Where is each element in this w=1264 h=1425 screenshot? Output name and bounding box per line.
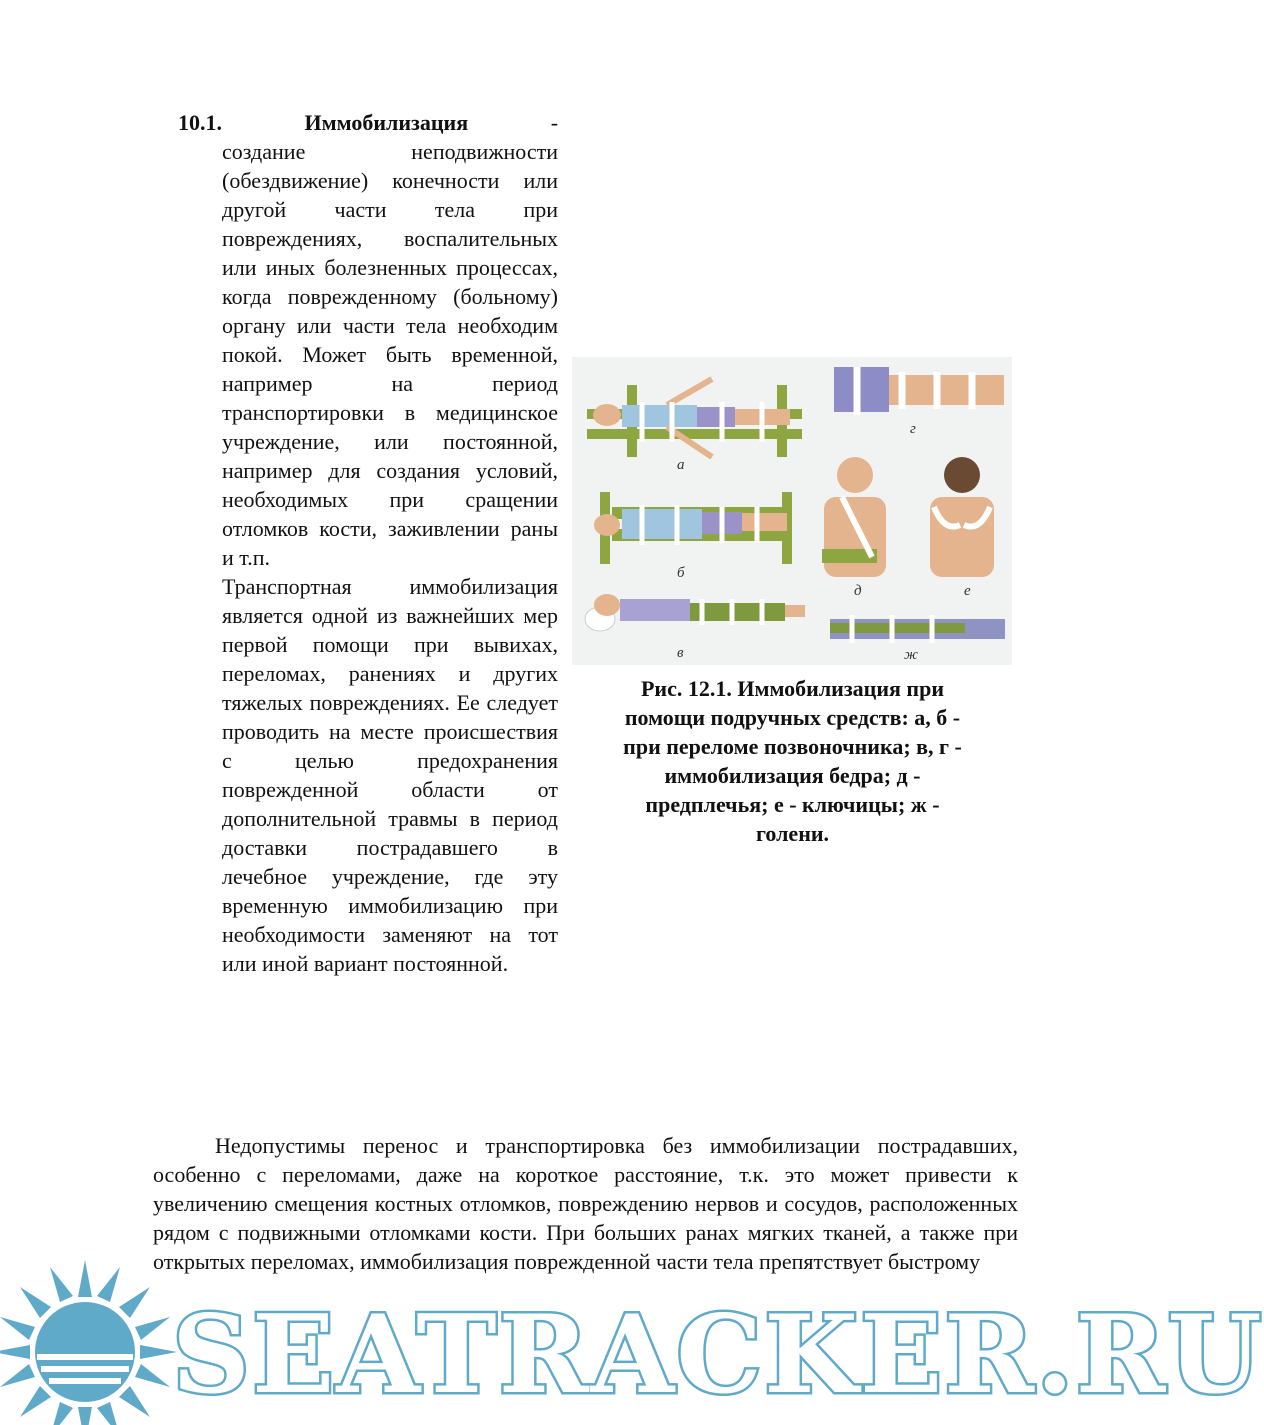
section-term: Иммобилизация [304, 110, 469, 135]
panel-label-zh: ж [904, 647, 918, 663]
section-body [222, 137, 558, 978]
panel-label-d: д [854, 583, 862, 599]
definition-paragraph: создание неподвижности (обездвижение) конечности или другой части тела при повреждениях, воспалительных или иных болезненных процессах, когда поврежденному (больному) органу или части тела необходим покой. Может быть временной, например на период транспортировки в медицинское учреждение, или постоянной, например для создания условий, необходимых при сращении отломков кости, заживлении раны и т.п. [222, 139, 558, 570]
figure-illustration [572, 357, 1012, 665]
figure-caption: Рис. 12.1. Иммобилизация при помощи подручных средств: а, б - при переломе позвоночника; в, г - иммобилизация бедра; д - предплечья; е - ключицы; ж - голени. [623, 676, 962, 846]
panel-label-a: а [677, 457, 685, 473]
bottom-paragraph: Недопустимы перенос и транспортировка без иммобилизации пострадавших, особенно с переломами, даже на короткое расстояние, т.к. это может привести к увеличению смещения костных отломков, повреждению нервов и сосудов, расположенных рядом с подвижными отломками кости. При больших ранах мягких тканей, а также при открытых переломах, иммобилизация поврежденной части тела препятствует быстрому [153, 1133, 1018, 1274]
panel-label-g: г [910, 421, 916, 437]
section-heading-line [178, 108, 558, 137]
section-text [178, 108, 558, 978]
panel-zh-figure [830, 615, 1005, 643]
section-dash: - [550, 110, 559, 135]
watermark-text: SEATRACKER.RU [172, 1292, 1264, 1418]
transport-paragraph: Транспортная иммобилизация является одной из важнейших мер первой помощи при вывихах, переломах, ранениях и других тяжелых повреждениях. Ее следует проводить на месте происшествия с целью предохранения поврежденной области от дополнительной травмы в период доставки пострадавшего в лечебное учреждение, где эту временную иммобилизацию при необходимости заменяют на тот или иной вариант постоянной. [222, 574, 558, 976]
panel-label-b: б [677, 565, 685, 581]
panel-label-e: е [964, 583, 971, 599]
panel-label-v: в [677, 645, 684, 661]
section-number: 10.1. [178, 110, 222, 135]
immobilization-figure [572, 357, 1012, 665]
